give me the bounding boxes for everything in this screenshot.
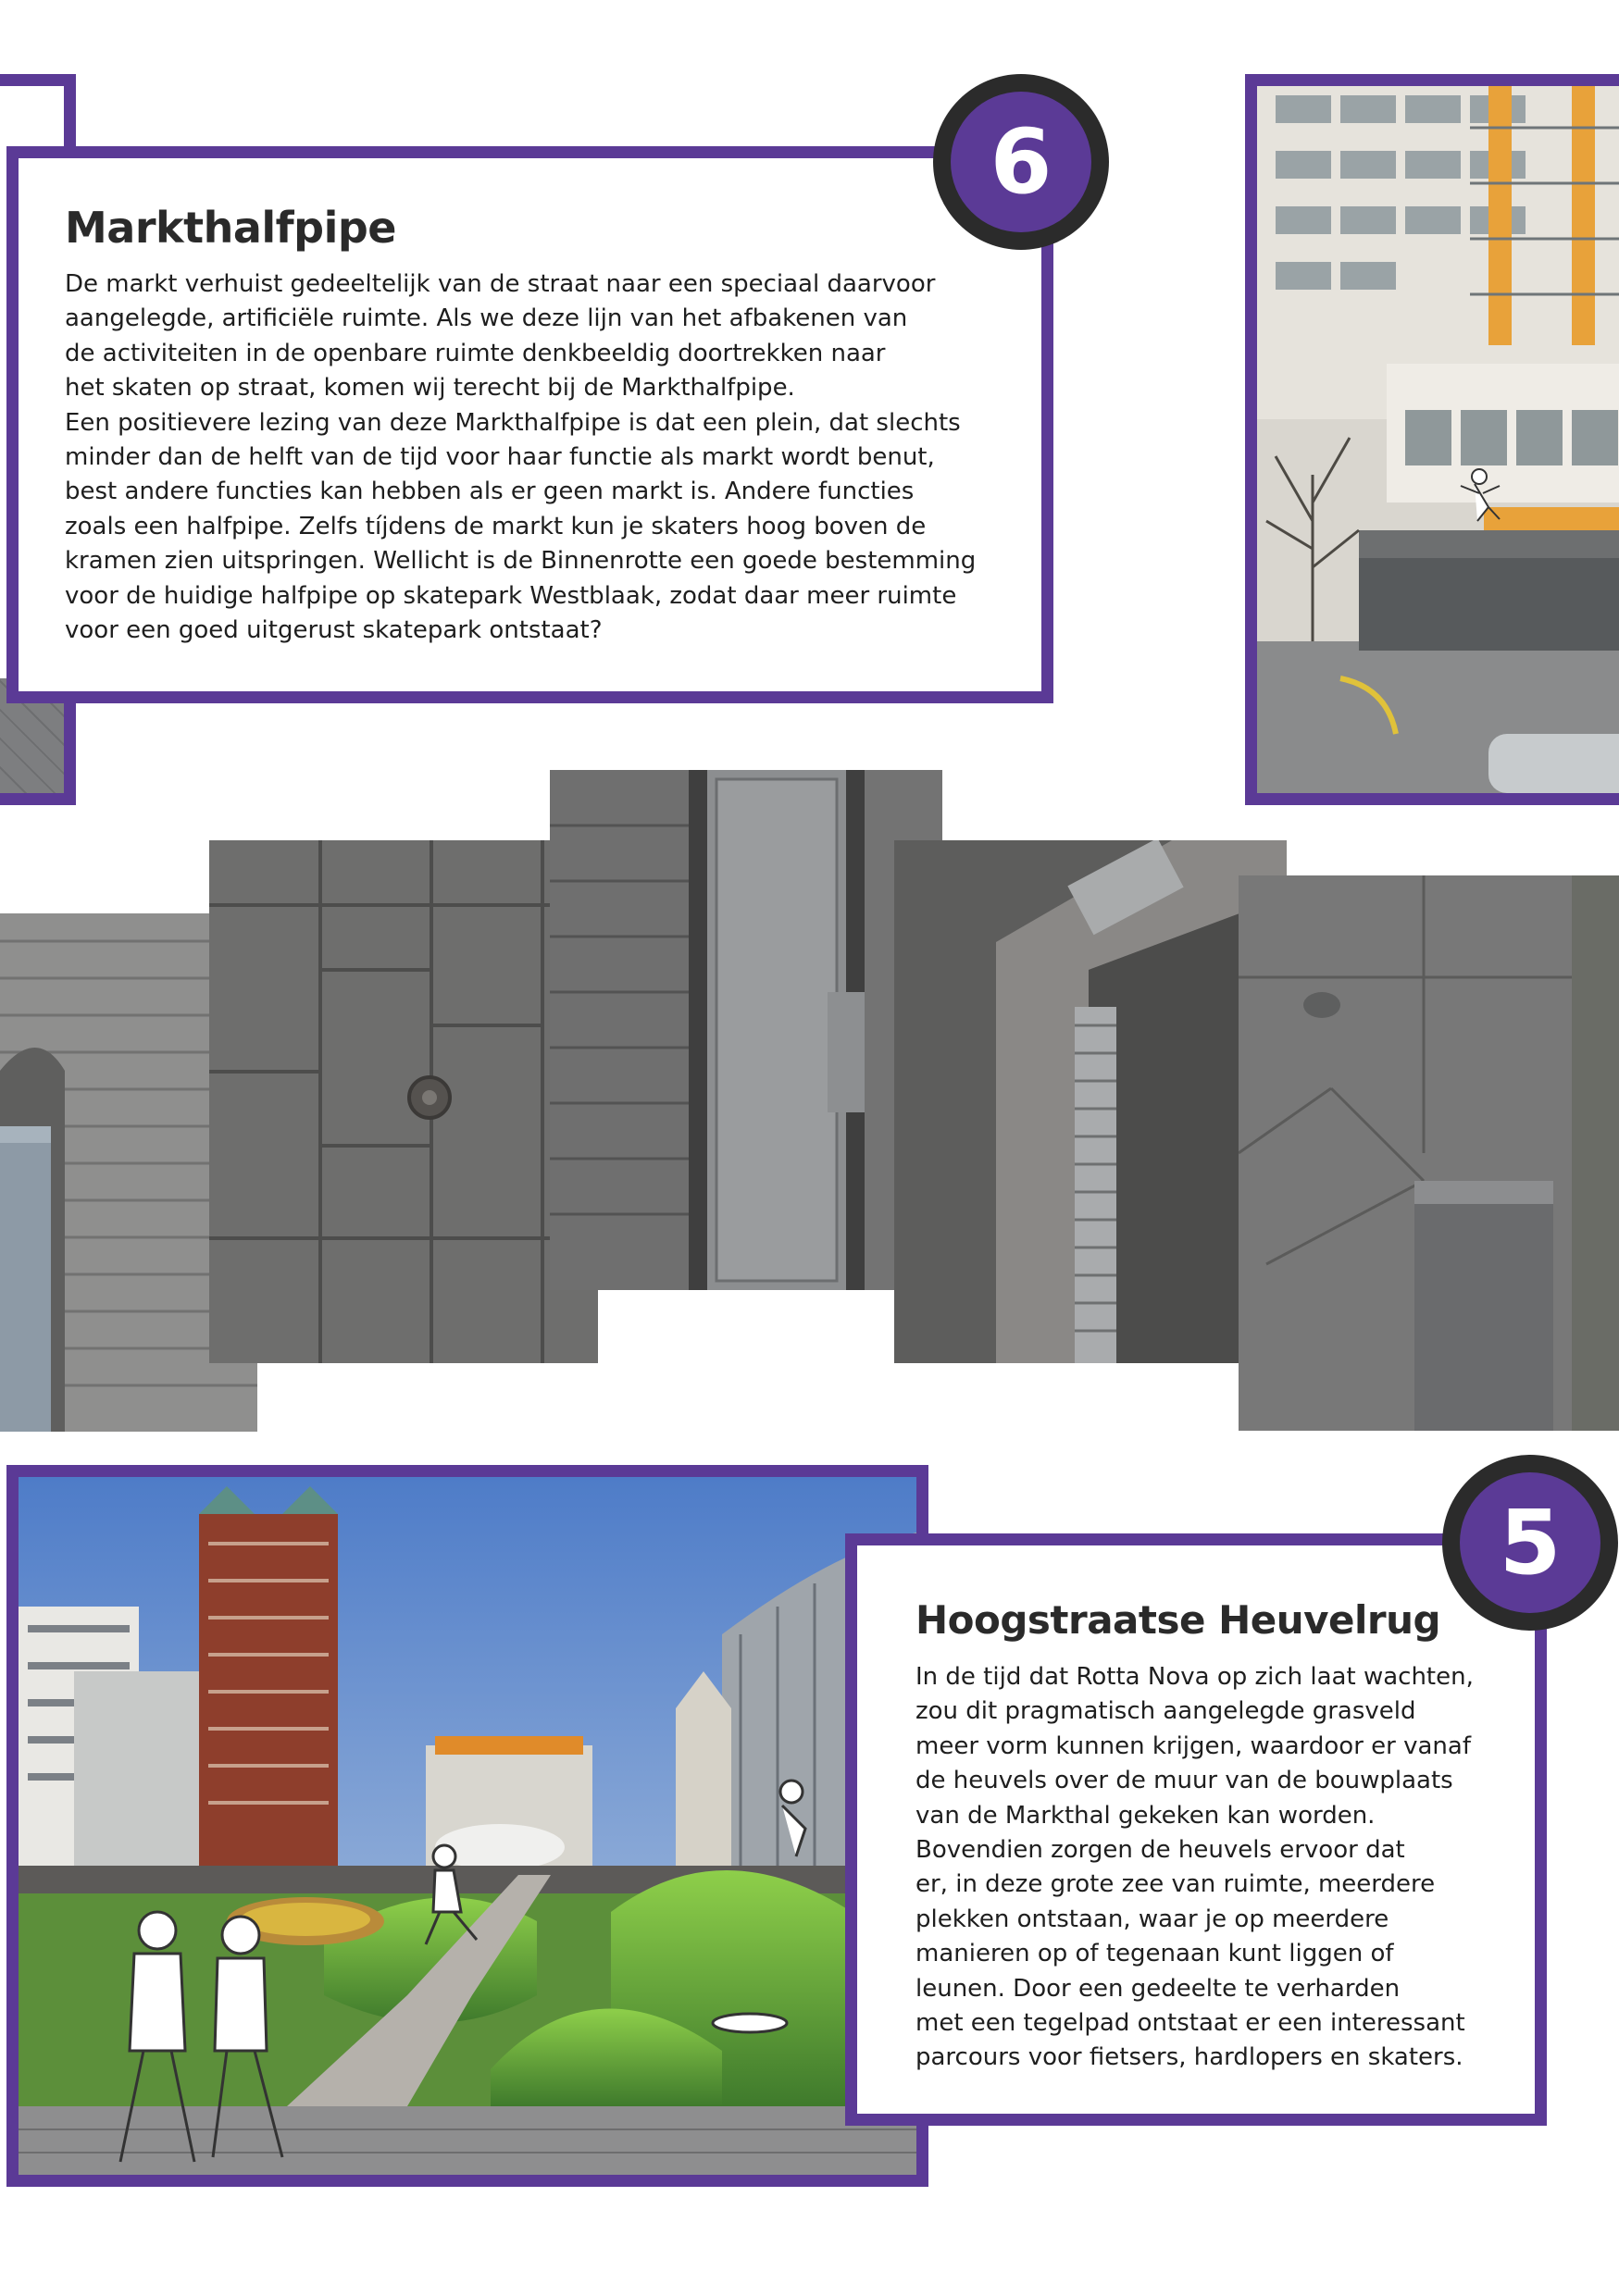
body-line: Een positievere lezing van deze Markthalfpipe is dat een plein, dat slechts [65,408,961,437]
section-6-number: 6 [951,92,1091,232]
hills-photo-frame [6,1465,928,2187]
body-line: Bovendien zorgen de heuvels ervoor dat [915,1836,1405,1865]
body-line: parcours voor fietsers, hardlopers en skaters. [915,2043,1463,2072]
body-line: voor de huidige halfpipe op skatepark Westblaak, zodat daar meer ruimte [65,581,957,610]
body-line: best andere functies kan hebben als er geen markt is. Andere functies [65,478,915,506]
body-line: het skaten op straat, komen wij terecht bij de Markthalfpipe. [65,374,795,403]
section-5-text-panel [845,1533,1547,2126]
body-line: de heuvels over de muur van de bouwplaats [915,1767,1453,1795]
body-line: minder dan de helft van de tijd voor haar functie als markt wordt benut, [65,443,935,472]
body-line: aangelegde, artificiële ruimte. Als we deze lijn van het afbakenen van [65,304,908,333]
pavement-photo-3 [550,770,942,1290]
building-photo [1257,86,1619,793]
body-line: er, in deze grote zee van ruimte, meerdere [915,1870,1436,1899]
section-5-body [915,1660,1545,2076]
pavement-photo-5 [1239,875,1619,1431]
body-line: zoals een halfpipe. Zelfs tíjdens de markt kun je skaters hoog boven de [65,512,927,540]
body-line: van de Markthal gekeken kan worden. [915,1801,1376,1830]
hills-visualisation-photo [19,1477,916,2175]
body-line: manieren op of tegenaan kunt liggen of [915,1940,1394,1968]
body-line: meer vorm kunnen krijgen, waardoor er vanaf [915,1731,1471,1760]
section-5-number: 5 [1460,1472,1600,1613]
section-6-text-panel [6,146,1053,703]
body-line: plekken ontstaan, waar je op meerdere [915,1905,1389,1933]
body-line: met een tegelpad ontstaat er een interessant [915,2009,1465,2038]
body-line: voor een goed uitgerust skatepark ontstaat? [65,616,603,645]
section-5-title: Hoogstraatse Heuvelrug [915,1597,1441,1643]
section-6-body [65,267,1046,648]
section-5-number-badge [1442,1455,1618,1631]
section-6-title: Markthalfpipe [65,203,396,253]
section-6-number-badge [933,74,1109,250]
pavement-photo-4 [894,840,1287,1363]
body-line: de activiteiten in de openbare ruimte denkbeeldig doortrekken naar [65,339,886,367]
body-line: zou dit pragmatisch aangelegde grasveld [915,1697,1416,1726]
pavement-photo-2 [209,840,598,1363]
body-line: leunen. Door een gedeelte te verharden [915,1974,1401,2003]
body-line: kramen zien uitspringen. Wellicht is de Binnenrotte een goede bestemming [65,547,977,576]
building-photo-frame [1245,74,1619,805]
body-line: De markt verhuist gedeeltelijk van de straat naar een speciaal daarvoor [65,270,936,298]
body-line: In de tijd dat Rotta Nova op zich laat wachten, [915,1663,1474,1691]
